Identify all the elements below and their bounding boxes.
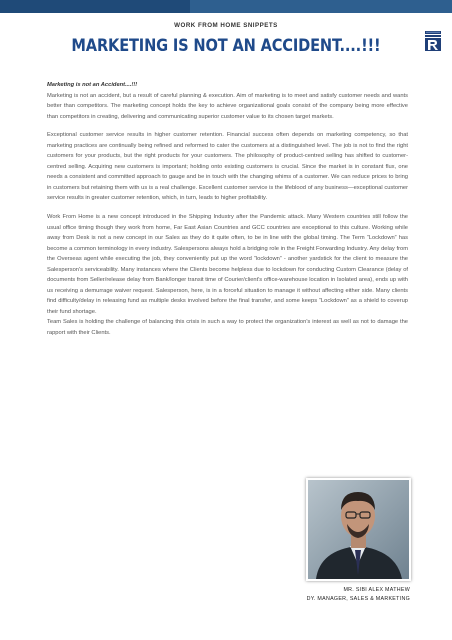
article-paragraph-1: Marketing is not an accident, but a result of careful planning & execution. Aim of marketing is to meet and satisfy customer needs and wants better than competitors. The marketing concept holds the key to achieve organizational goals consist of the company being more effective than competitors in creating, delivering and communicating superior customer value to its chosen target markets. <box>47 92 408 120</box>
company-logo-icon <box>424 30 442 52</box>
article-paragraph-3: Work From Home is a new concept introduced in the Shipping Industry after the Pandemic attack. Many Western countries still follow the usual office timing though they work from home, Far East Asian Countries and GCC countries are exceptional to this culture. Working while away from Desk is not a new concept in our Sales as they do it quite often, to be in line with the global timing. The Term “Lockdown” has become a common terminology in every industry. Salespersons always hold a bridging role in the Freight Forwarding Industry. Any delay from the Overseas agent while executing the job, they conveniently put up the word “lockdown” - another yardstick for the client to measure the Salesperson's serviceability. Many instances where the Clients become helpless due to lockdown for conducting Custom Clearance (delay of documents from Seller/release delay from Bank/longer transit time of Courier/client's office-warehouse location in Isolated area), ends up with us receiving a demurrage waiver request. Salesperson, here, is in a forceful situation to manage it without affecting either side. Many clients find difficulty/delay in releasing fund as multiple desks involved before the final transfer, and some keeps “Lockdown” as a shield to coverup their fund shortage. <box>47 214 408 315</box>
author-designation: DY. MANAGER, SALES & MARKETING <box>306 596 410 602</box>
article-paragraph-2: Exceptional customer service results in higher customer retention. Financial success often depends on marketing competency, so that marketing practices are continually being refined and reformed to cater the customers at a distinguished level. The job is not to find the right customers for your products, but the right products for your customers. The philosophy of product-centred selling has shifted to customer-centred selling. Acquiring new customers is important; holding onto existing customers is crucial. Since the market is in constant flux, one needs a consistent and committed approach to gauge and be in touch with the changing whims of a customer. We can reduce prices to bring in customers but retaining them with us is a real challenge. Excellent customer service is the lifeblood of any business—exceptional customer service results in greater customer retention, which, in turn, leads to higher profitability. <box>47 132 408 202</box>
top-banner-accent <box>0 0 190 13</box>
top-banner-bar <box>0 0 452 13</box>
article-paragraph-4: Team Sales is holding the challenge of balancing this crisis in such a way to protect the organization's interest as well as not to damage the rapport with their Clients. <box>47 319 408 337</box>
author-name: MR. SIBI ALEX MATHEW <box>343 587 410 593</box>
author-photo <box>306 478 411 581</box>
article-body <box>47 80 408 339</box>
section-label: WORK FROM HOME SNIPPETS <box>174 22 278 29</box>
author-signature <box>250 586 410 604</box>
page-title: MARKETING IS NOT AN ACCIDENT....!!! <box>71 36 381 56</box>
article-subtitle: Marketing is not an Accident....!!! <box>47 82 138 88</box>
